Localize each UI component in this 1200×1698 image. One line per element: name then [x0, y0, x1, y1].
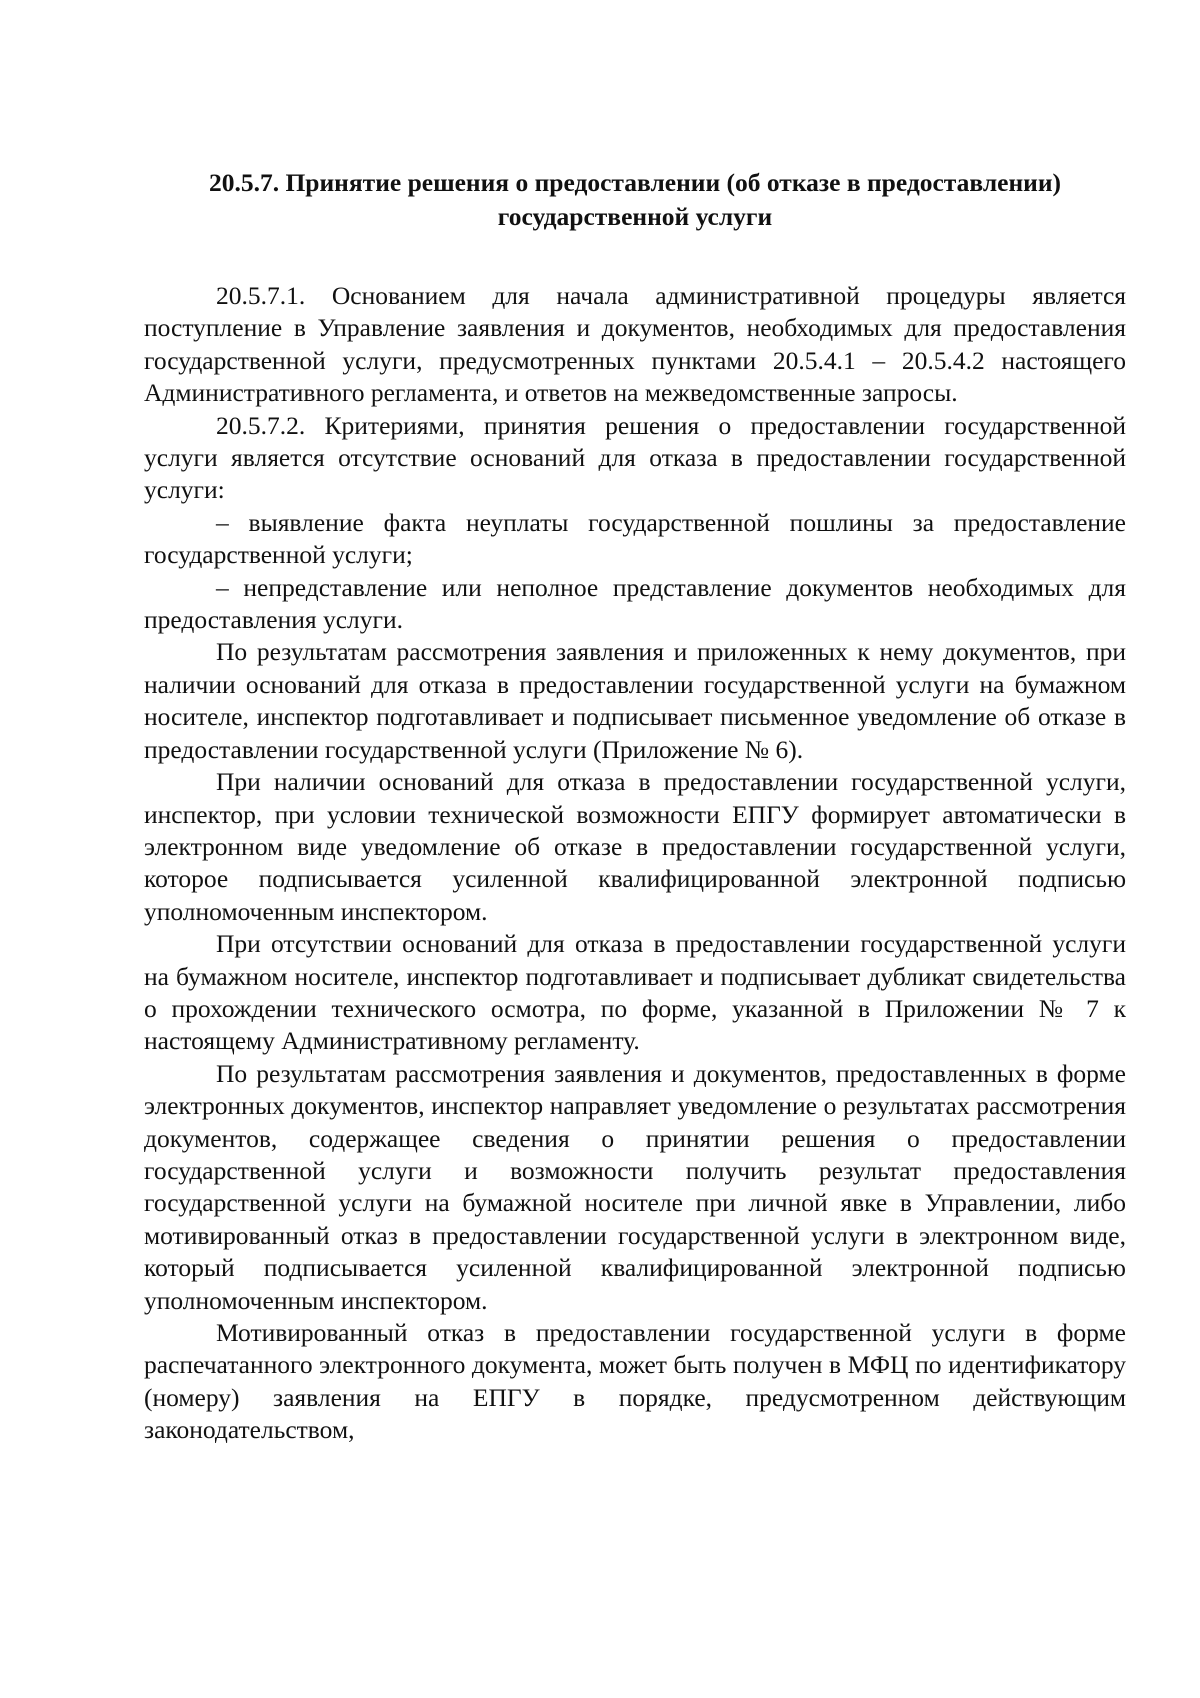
paragraph-mfc-refusal: Мотивированный отказ в предоставлении государственной услуги в форме распечатанного электронного документа, может быть получен в МФЦ по идентификатору (номеру) заявления на ЕПГУ в порядке, предусмотренном действующим законодательством,	[144, 1318, 1126, 1445]
paragraph-electronic-refusal: При наличии оснований для отказа в предоставлении государственной услуги, инспектор, при условии технической возможности ЕПГУ формирует автоматически в электронном виде уведомление об отказе в предоставлении государственной услуги, которое подписывается усиленной квалифицированной электронной подписью уполномоченным инспектором.	[144, 767, 1126, 926]
paragraph-duplicate-certificate: При отсутствии оснований для отказа в предоставлении государственной услуги на бумажном носителе, инспектор подготавливает и подписывает дубликат свидетельства о прохождении технического осмотра, по форме, указанной в Приложении № 7 к настоящему Административному регламенту.	[144, 929, 1126, 1056]
list-item-missing-documents: – непредставление или неполное представление документов необходимых для предоставления услуги.	[144, 572, 1126, 635]
paragraph-20-5-7-2: 20.5.7.2. Критериями, принятия решения о предоставлении государственной услуги является отсутствие оснований для отказа в предоставлении государственной услуги:	[144, 410, 1126, 505]
list-item-unpaid-fee: – выявление факта неуплаты государственной пошлины за предоставление государственной услуги;	[144, 507, 1126, 570]
document-body	[144, 166, 1126, 1447]
paragraph-20-5-7-1: 20.5.7.1. Основанием для начала административной процедуры является поступление в Управление заявления и документов, необходимых для предоставления государственной услуги, предусмотренных пунктами 20.5.4.1 – 20.5.4.2 настоящего Административного регламента, и ответов на межведомственные запросы.	[144, 281, 1126, 408]
paragraph-paper-refusal: По результатам рассмотрения заявления и приложенных к нему документов, при наличии оснований для отказа в предоставлении государственной услуги на бумажном носителе, инспектор подготавливает и подписывает письменное уведомление об отказе в предоставлении государственной услуги (Приложение № 6).	[144, 637, 1126, 764]
paragraph-electronic-results: По результатам рассмотрения заявления и документов, предоставленных в форме электронных документов, инспектор направляет уведомление о результатах рассмотрения документов, содержащее сведения о принятии решения о предоставлении государственной услуги и возможности получить результат предоставления государственной услуги на бумажной носителе при личной явке в Управлении, либо мотивированный отказ в предоставлении государственной услуги в электронном виде, который подписывается усиленной квалифицированной электронной подписью уполномоченным инспектором.	[144, 1058, 1126, 1315]
section-title: 20.5.7. Принятие решения о предоставлении (об отказе в предоставлении) государственной услуги	[208, 168, 1062, 231]
